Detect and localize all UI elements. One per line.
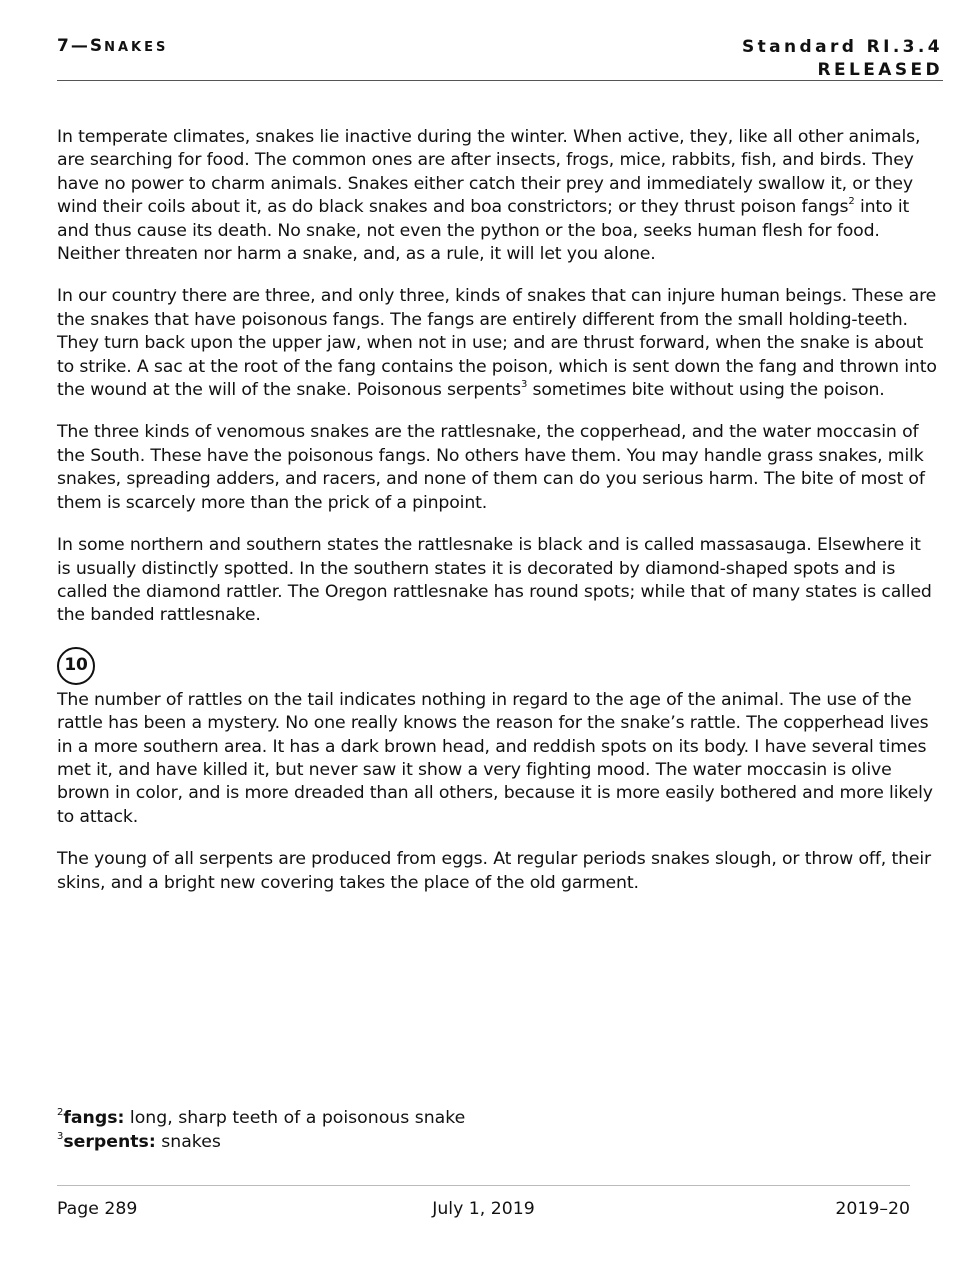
header-title-rest: NAKES [104,40,169,55]
footnote-definition: long, sharp teeth of a poisonous snake [124,1108,466,1128]
page-header [57,36,943,81]
footnotes [57,1106,465,1154]
standard-code: Standard RI.3.4 [741,37,943,57]
passage-text [57,126,937,914]
paragraph-number-badge: 10 [57,647,95,685]
footnote-ref-3: 3 [520,379,528,391]
footnote-2 [57,1106,465,1130]
paragraph-3: The three kinds of venomous snakes are the rattlesnake, the copperhead, and the water moccasin of the South. These have the poisonous fangs. No others have them. You may handle grass snakes, milk snakes, spreading adders, and racers, and none of them can do you serious harm. The bite of most of them is scarcely more than the prick of a pinpoint. [57,422,925,513]
footnote-term: serpents: [63,1132,156,1152]
header-title [57,36,168,56]
footnote-ref-2: 2 [848,196,855,208]
footer-date: July 1, 2019 [432,1199,535,1219]
paragraph-1-text-a: In temperate climates, snakes lie inactive during the winter. When active, they, like all other animals, are searching for food. The common ones are after insects, frogs, mice, rabbits, fish, and birds. They have no power to charm animals. Snakes either catch their prey and immediately swallow it, or they wind their coils about it, as do black snakes and boa constrictors; or they thrust poison fangs [57,127,921,218]
footnote-term: fangs: [63,1108,125,1128]
footnote-3 [57,1130,465,1154]
footer-school-year: 2019–20 [835,1199,910,1219]
paragraph-2-text-a: In our country there are three, and only three, kinds of snakes that can injure human beings. These are the snakes that have poisonous fangs. The fangs are entirely different from the small holding-teeth. They turn back upon the upper jaw, when not in use; and are thrust forward, when the snake is about to strike. A sac at the root of the fang contains the poison, which is sent down the fang and thrown into the wound at the will of the snake. Poisonous serpents [57,286,937,401]
footnote-definition: snakes [155,1132,221,1152]
header-dash: — [70,36,90,56]
released-label: RELEASED [817,60,943,80]
footnote-number: 2 [57,1107,64,1119]
header-item-number: 7 [57,36,71,56]
paragraph-2 [57,285,937,402]
page-number: Page 289 [57,1199,138,1219]
header-standard [742,36,943,82]
footer-divider [57,1185,910,1186]
paragraph-1 [57,126,937,266]
footnote-number: 3 [57,1131,64,1143]
header-title-initial: S [89,36,105,56]
paragraph-6: The young of all serpents are produced from eggs. At regular periods snakes slough, or throw off, their skins, and a bright new covering takes the place of the old garment. [57,849,931,893]
paragraph-1-text-b: into it and thus cause its death. No snake, not even the python or the boa, seeks human flesh for food. Neither threaten nor harm a snake, and, as a rule, it will let you alone. [57,197,910,265]
paragraph-2-text-b: sometimes bite without using the poison. [527,380,885,401]
paragraph-4: In some northern and southern states the rattlesnake is black and is called massasauga. Elsewhere it is usually distinctly spotted. In the southern states it is decorated by diamond-shaped spots and is called the diamond rattler. The Oregon rattlesnake has round spots; while that of many states is called the banded rattlesnake. [57,535,932,626]
paragraph-5: The number of rattles on the tail indicates nothing in regard to the age of the animal. The use of the rattle has been a mystery. No one really knows the reason for the snake’s rattle. The copperhead lives in a more southern area. It has a dark brown head, and reddish spots on its body. I have several times met it, and have killed it, but never saw it show a very fighting mood. The water moccasin is olive brown in color, and is more dreaded than all others, because it is more easily bothered and more likely to attack. [57,689,933,827]
